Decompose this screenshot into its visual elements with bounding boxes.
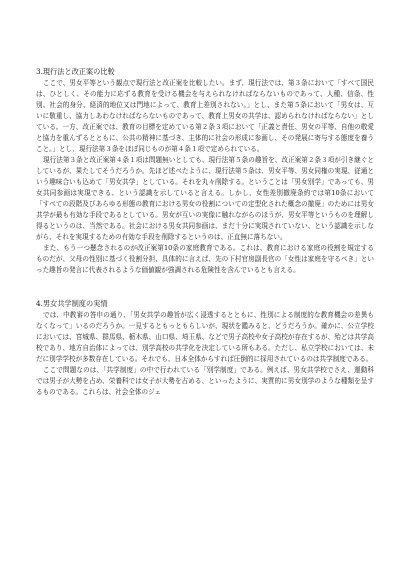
section-spacer bbox=[36, 276, 374, 298]
section-4-paragraph-1: では、中教審の答申の通り、「男女共学の趣旨が広く浸透するとともに、性別による制度的な教育機会の差異もなくなって」いるのだろうか。一見するともっともらしいが、現状を鑑みると、どうだろうか。確かに、公立学校においては、宮城県、群馬県、栃木県、山口県、埼玉県、などで男子高校や女子高校が存在するが、殆どは共学高校であり、地方自治体によっては、別学高校の共学化を決定している所もある。ただし、私立学校においては、未だに別学学校が多数存在している。それでも、日本全体からすれば圧倒的に採用されているのは共学制度である。 bbox=[36, 311, 374, 363]
section-4-paragraph-2: ここで問題なのは、「共学制度」の中で行われている「別学制度」である。例えば、男女共学校でさえ、運動科では男子が大勢を占め、栄養科では女子が大勢を占める、といったように、実質的に男女別学のような種類を呈するものである。これらは、社会全体のジェ bbox=[36, 366, 374, 396]
section-3-paragraph-2: 現行法第３条と改正案第４条１項は問題無いとしても、現行法第５条の趣旨を、改正案第２条３項が引き継ぐとしているが、果たしてそうだろうか。先ほど述べたように、現行法第５条は、男女平等、男女同権の実現、従通という趣味合いも込めて「男女共学」としている。それを丸々削除する。ということは「男女別学」であっても、男女共同参画は実現できる、という認識を示していると言える。しかし、女性差別撤廃条約では第10条において「すべての段階及びあらゆる形態の教育における男女の役割についての定型化された概念の撤廃」のためには男女共学が最も有効な手段であるとしている。男女が互いの実像に触れながらのほうが、男女平等というものを理解し得るというのは、当然である。社会における男女共同参画は、まだ十分に実現されていない、という認識を示しながら、それを実現するための有効な手段を削除するというのは、正直無に落ちない。 bbox=[36, 156, 374, 241]
section-3-heading: 3.現行法と改正案の比較 bbox=[36, 67, 115, 76]
section-3-paragraph-1: ここで、男女平等という観点で現行法と改正案を比較したい。まず、現行法では、第３条において「すべて国民は、ひとしく、その能力に応ずる教育を受ける機会を与えられなければならないものであって、人種、信条、性別、社会的身分、経済的地位又は門地によって、教育上差別されない。」とし、また第５条において「男女は、互いに敬重し、協力しあわなければならないものであって、教育上男女の共学は、認められなければならない」としている。一方、改正案では、教育の目標を定めている第２条３項において「正義と責任、男女の平等、自他の敬愛と協力を重んずるとともに、公共の精神に基づき、主体的に社会の形成に参画し、その発展に寄与する態度を養うこと。」とし、現行法第３条をほぼ同じものが第４条１項で定められている。 bbox=[36, 79, 374, 153]
section-3-paragraph-3: また、もう一つ懸念されるのが改正案第10条の家庭教育である。これは、教育における家庭の役割を規定するものだが、父母の性別に基づく役割分担、具体的に言えば、先の下村官房副長官の「女性は家庭を守るべき」といった趣旨の発言に代表されるような価値観が強調される危険性を含んでいるとも言える。 bbox=[36, 244, 374, 274]
section-4-heading: 4.男女共学制度の実情 bbox=[36, 299, 108, 308]
document-body bbox=[36, 66, 374, 398]
